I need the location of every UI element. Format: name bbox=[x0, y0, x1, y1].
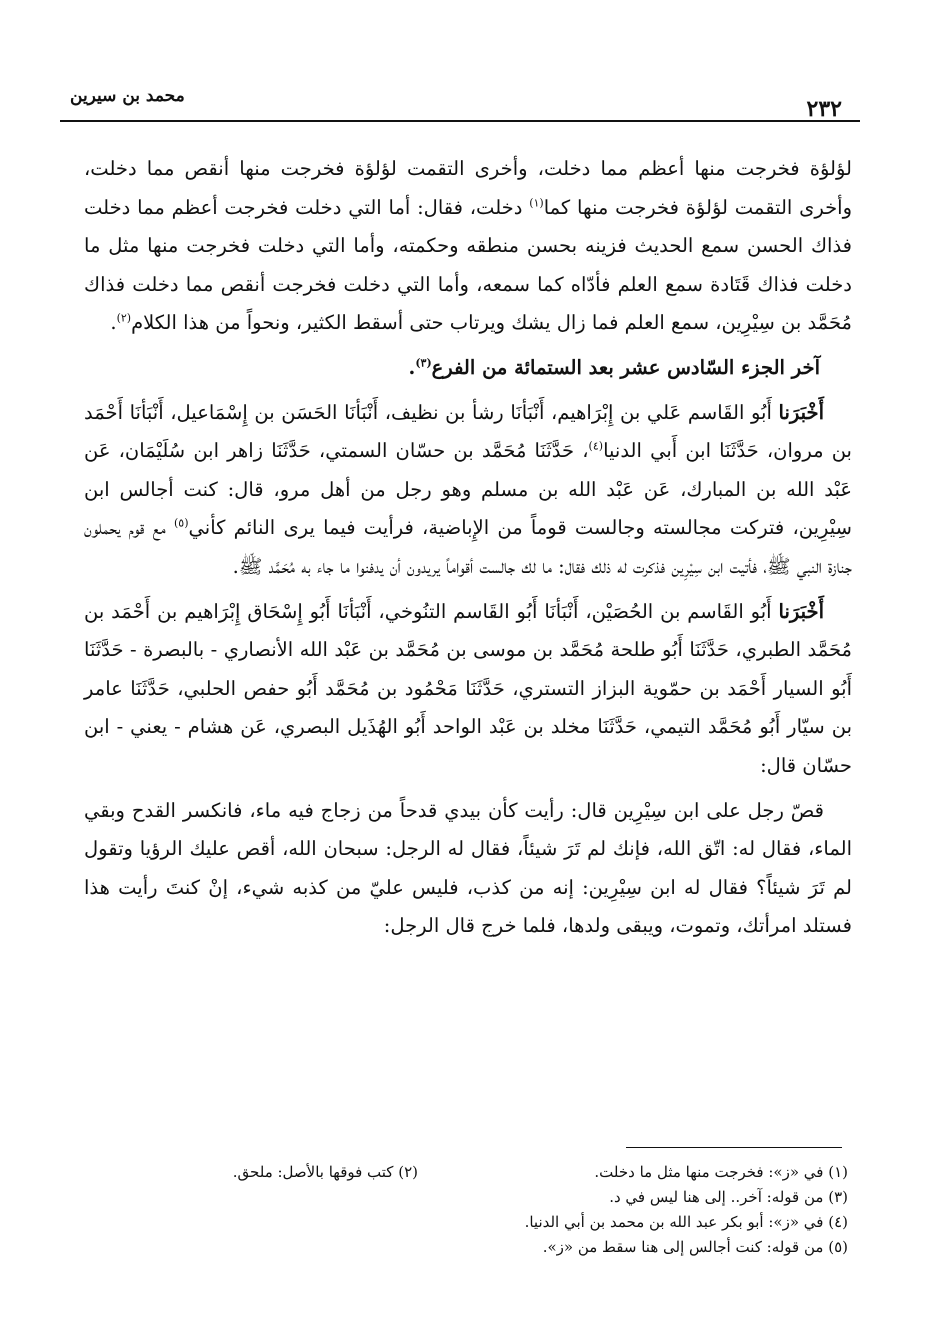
footnote-separator bbox=[626, 1147, 842, 1148]
footnote-ref-4: (٤) bbox=[588, 439, 604, 453]
paragraph-4: قصّ رجل على ابن سِيْرِين قال: رأيت كأن بيدي قدحاً من زجاج فيه ماء، فانكسر القدح وبقي الماء، فقال له: اتّق الله، فإنك لم تَرَ شيئاً، فقال له الرجل: سبحان الله، أقص عليك الرؤيا وتقول لم تَرَ شيئاً؟ فقال له ابن سِيْرِين: إنه من كذب، فليس عليّ من كذبه شيء، إنْ كنتَ رأيت هذا فستلد امرأتك، وتموت، ويبقى ولدها، فلما خرج قال الرجل: bbox=[84, 798, 852, 938]
section-end-heading: آخر الجزء السّادس عشر بعد الستمائة من الفرع$^{(٣)}$. bbox=[408, 355, 820, 379]
isnad-lead: أَخْبَرَنا bbox=[778, 599, 824, 623]
footnote-5: (٥) من قوله: كنت أجالس إلى هنا سقط من «ز». bbox=[542, 1238, 848, 1256]
running-title: محمد بن سيرين bbox=[70, 86, 185, 106]
footnote-2: (٢) كتب فوقها بالأصل: ملحق. bbox=[232, 1163, 418, 1181]
footnote-ref-5: (٥) bbox=[174, 516, 189, 530]
footnote-3: (٣) من قوله: آخر.. إلى هنا ليس في د. bbox=[609, 1188, 848, 1206]
footnotes bbox=[100, 1160, 848, 1260]
footnote-1: (١) في «ز»: فخرجت منها مثل ما دخلت. bbox=[594, 1163, 848, 1181]
footnote-ref-3: (٣) bbox=[415, 356, 432, 370]
footnote-row bbox=[100, 1210, 848, 1235]
footnote-ref-1: (١) bbox=[529, 196, 544, 210]
isnad-lead: أَخْبَرَنا bbox=[778, 400, 824, 424]
page-header bbox=[60, 76, 860, 122]
paragraph-2: أَخْبَرَنا أَبُو القَاسم عَلي بن إِبْرَاهيم، أَنْبَأنَا رشأ بن نظيف، أَنْبَأنَا الحَسَن بن إِسْمَاعيل، أَنْبَأنَا أَحْمَد بن مروان، حَدَّثَنَا ابن أَبي الدنيا$^{(٤)}$، حَدَّثَنَا مُحَمَّد بن حسّان السمتي، حَدَّثَنَا زاهر ابن سُلَيْمَان، عَن عَبْد الله بن المبارك، عَن عَبْد الله بن مسلم وهو رجل من أهل مرو، قال: كنت أجالس ابن سِيْرِين، فتركت مجالسته وجالست قوماً من الإِباضية، فرأيت فيما يرى النائم كأني$^{(٥)}$ مع قوم يحملون جنازة النبي ﷺ، فأتيت ابن سِيْرِين فذكرت له ذلك فقال: ما لك جالست أقواماً يريدون أن يدفنوا ما جاء به مُحَمَّد ﷺ. bbox=[84, 400, 852, 578]
main-text bbox=[84, 150, 852, 946]
paragraph-3: أَخْبَرَنا أَبُو القَاسم بن الحُصَيْن، أَنْبَأنَا أَبُو القَاسم التنُوخي، أَنْبَأنَا أَبُو إِسْحَاق إِبْرَاهيم بن أَحْمَد بن مُحَمَّد الطبري، حَدَّثَنَا أَبُو طلحة مُحَمَّد بن موسى بن مُحَمَّد بن عَبْد الله الأنصاري - بالبصرة - حَدَّثَنَا أَبُو السيار أَحْمَد بن حمّوية البزاز التستري، حَدَّثَنَا مَحْمُود بن مُحَمَّد أَبُو حفص الحلبي، حَدَّثَنَا عامر بن سيّار أَبُو مُحَمَّد التيمي، حَدَّثَنَا مخلد بن عَبْد الواحد أَبُو الهُذَيل البصري، عَن هشام - يعني - ابن حسّان قال: bbox=[84, 599, 852, 777]
footnote-4: (٤) في «ز»: أبو بكر عبد الله بن محمد بن أبي الدنيا. bbox=[524, 1213, 848, 1231]
footnote-row bbox=[100, 1160, 848, 1185]
footnote-ref-2: (٢) bbox=[116, 311, 132, 325]
page-number: ٢٣٢ bbox=[806, 96, 842, 122]
footnote-row bbox=[100, 1235, 848, 1260]
paragraph-1: لؤلؤة فخرجت منها أعظم مما دخلت، وأخرى التقمت لؤلؤة فخرجت منها أنقص مما دخلت، وأخرى التقمت لؤلؤة فخرجت منها كما$^{(١)}$ دخلت، فقال: أما التي دخلت فخرجت أعظم مما دخلت فذاك الحسن سمع الحديث فزينه بحسن منطقه وحكمته، وأما التي دخلت فخرجت منها مثل ما دخلت فذاك قَتَادة سمع العلم فأدّاه كما سمعه، وأما التي دخلت فخرجت أنقص مما دخلت فذاك مُحَمَّد بن سِيْرِين، سمع العلم فما زال يشك ويرتاب حتى أسقط الكثير، ونحواً من هذا الكلام$^{(٢)}$. bbox=[84, 157, 853, 335]
footnote-row bbox=[100, 1185, 848, 1210]
